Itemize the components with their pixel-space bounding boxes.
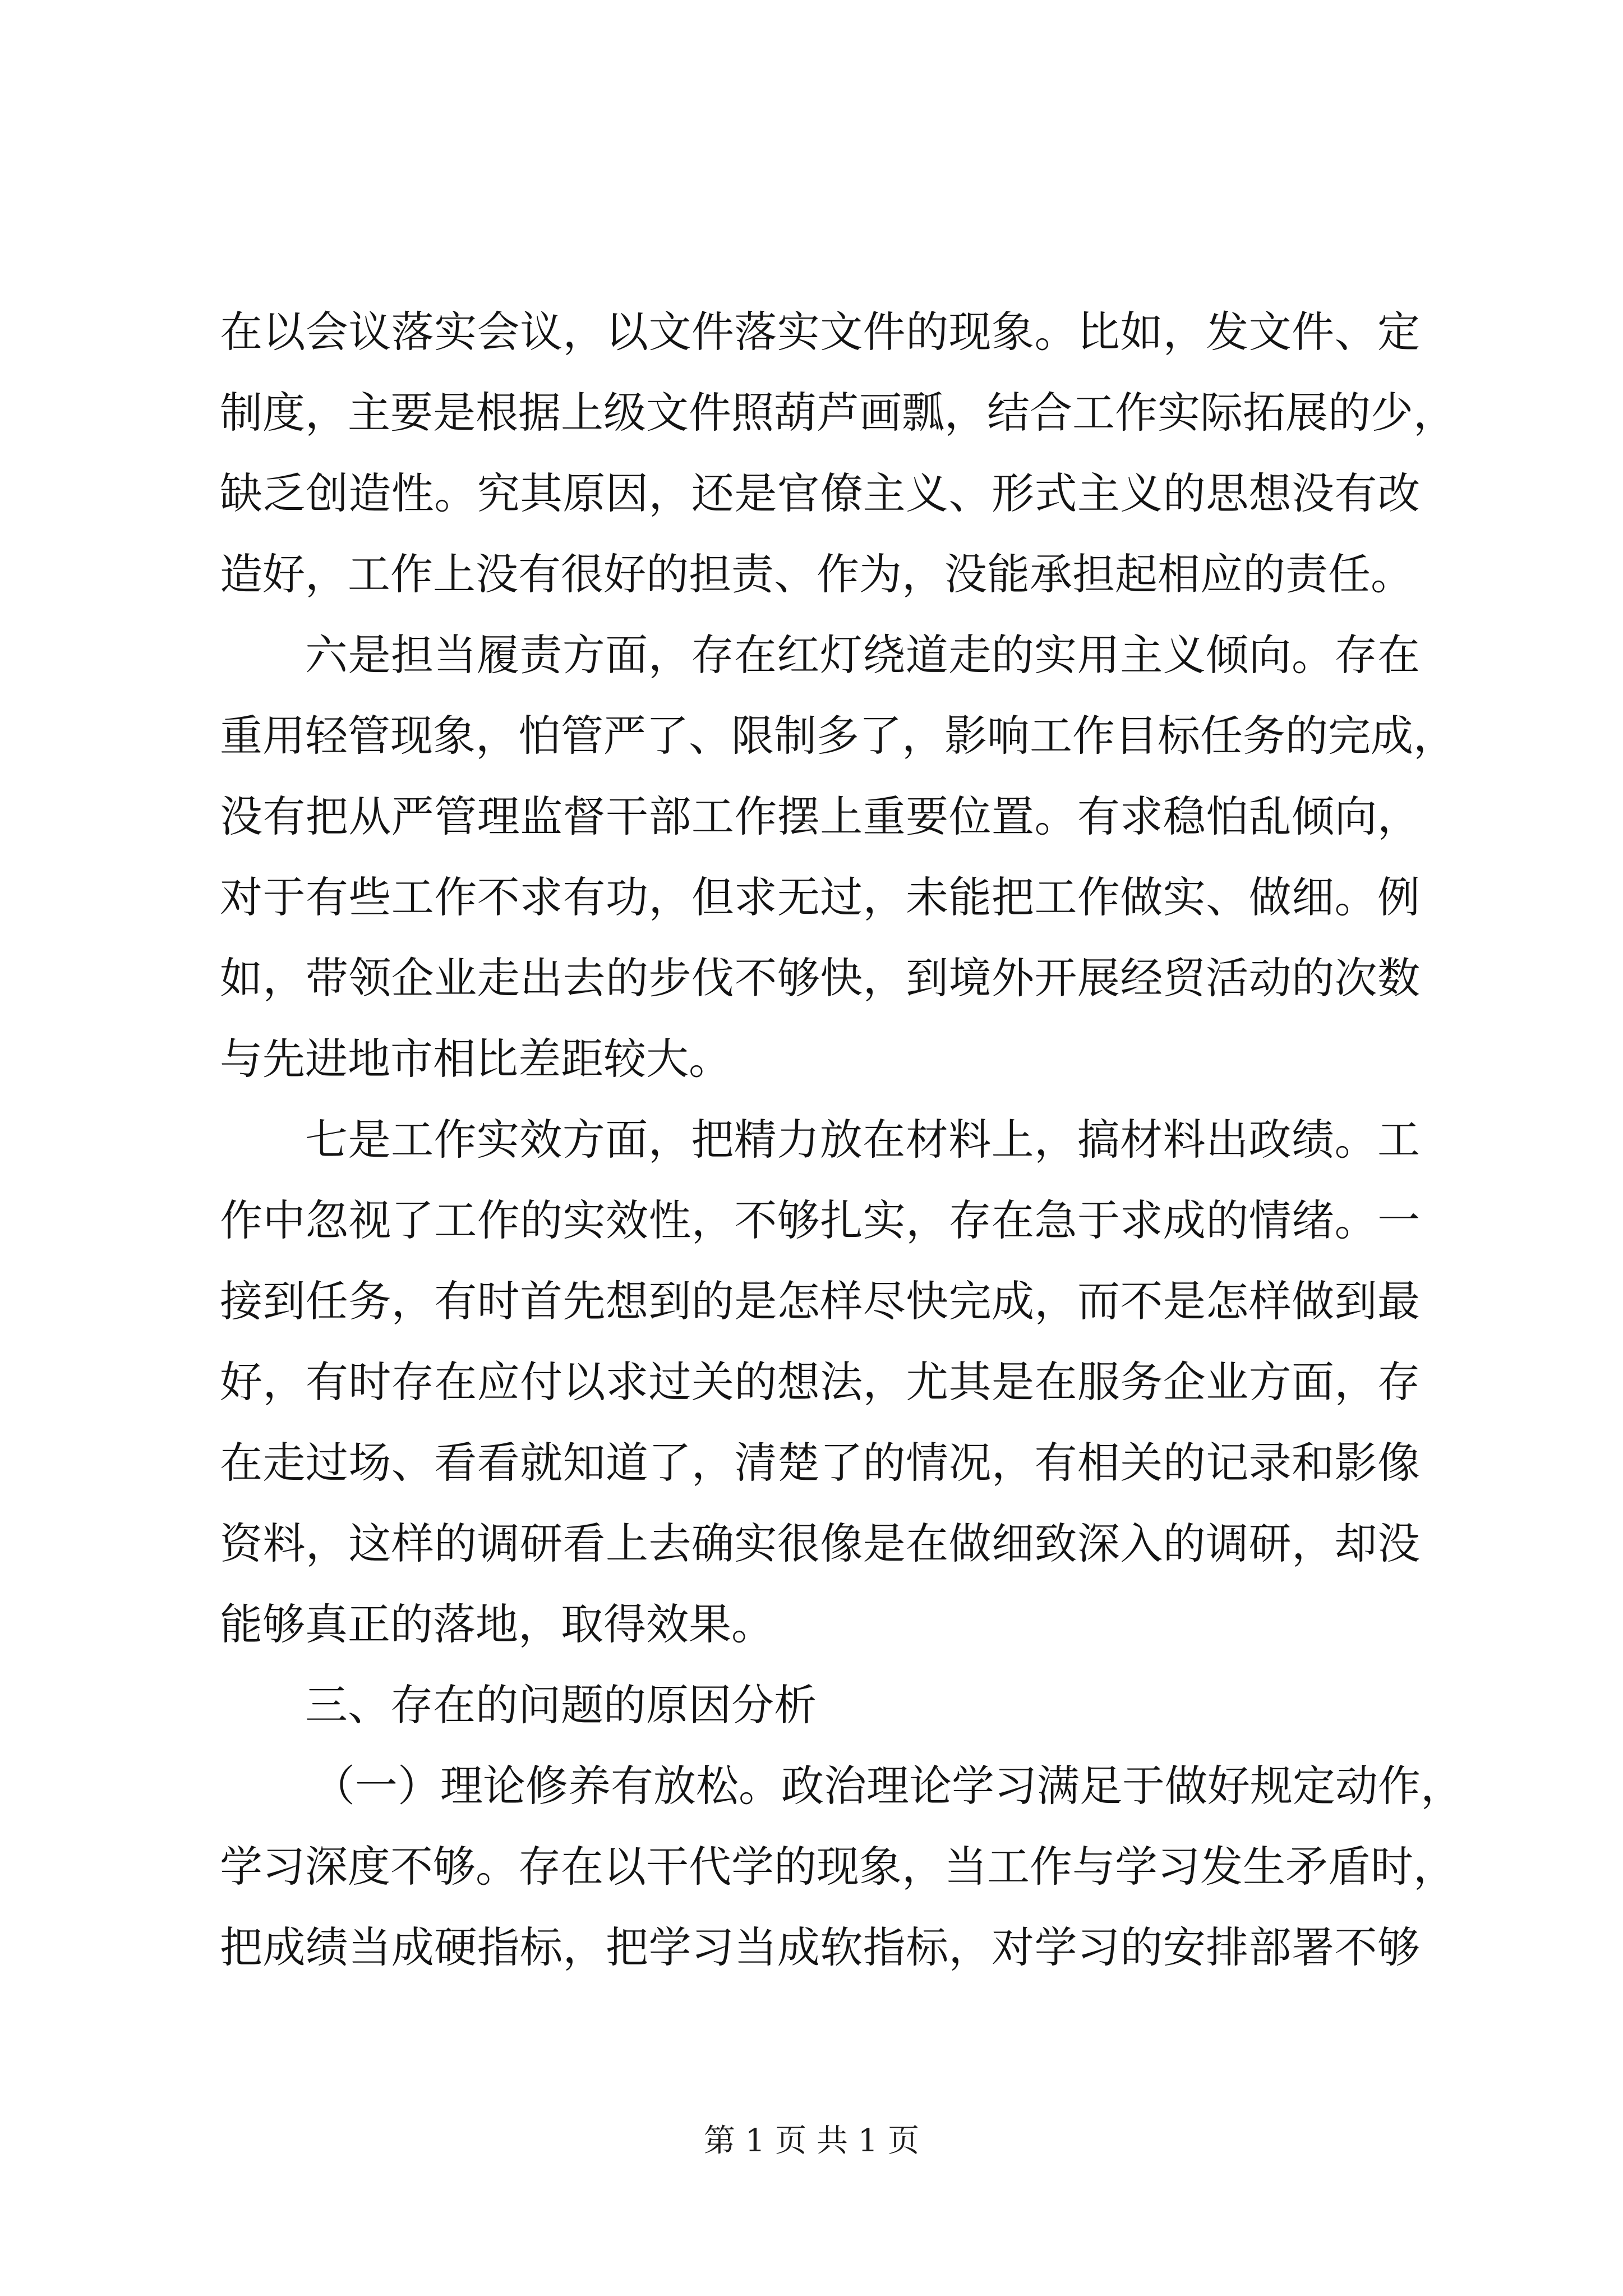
paragraph-seven-first-line: 七是工作实效方面，把精力放在材料上，搞材料出政绩。工 (305, 1115, 1420, 1165)
text-line: 与先进地市相比差距较大。 (220, 1034, 731, 1084)
text-line: 好，有时存在应付以求过关的想法，尤其是在服务企业方面，存 (220, 1357, 1420, 1407)
document-body (220, 292, 1463, 1988)
text-line: 在以会议落实会议，以文件落实文件的现象。比如，发文件、定 (220, 307, 1420, 357)
text-line: 对于有些工作不求有功，但求无过，未能把工作做实、做细。例 (220, 872, 1420, 922)
text-line: 在走过场、看看就知道了，清楚了的情况，有相关的记录和影像 (220, 1438, 1420, 1488)
text-line: 造好，工作上没有很好的担责、作为，没能承担起相应的责任。 (220, 549, 1413, 599)
text-line: 没有把从严管理监督干部工作摆上重要位置。有求稳怕乱倾向， (220, 792, 1420, 841)
subsection-one-first-line: （一）理论修养有放松。政治理论学习满足于做好规定动作， (312, 1761, 1463, 1811)
text-line: 制度，主要是根据上级文件照葫芦画瓢，结合工作实际拓展的少， (220, 388, 1456, 438)
text-line: 能够真正的落地，取得效果。 (220, 1599, 774, 1649)
text-line: 重用轻管现象，怕管严了、限制多了，影响工作目标任务的完成， (220, 711, 1456, 761)
paragraph-six-first-line: 六是担当履责方面，存在红灯绕道走的实用主义倾向。存在 (305, 630, 1420, 680)
text-line: 如，带领企业走出去的步伐不够快，到境外开展经贸活动的次数 (220, 953, 1420, 1003)
page-number-footer: 第 1 页 共 1 页 (703, 2123, 920, 2159)
section-three-heading: 三、存在的问题的原因分析 (305, 1680, 817, 1730)
text-line: 作中忽视了工作的实效性，不够扎实，存在急于求成的情绪。一 (220, 1195, 1420, 1245)
text-line: 学习深度不够。存在以干代学的现象，当工作与学习发生矛盾时， (220, 1842, 1456, 1892)
text-line: 把成绩当成硬指标，把学习当成软指标，对学习的安排部署不够 (220, 1922, 1420, 1972)
text-line: 资料，这样的调研看上去确实很像是在做细致深入的调研，却没 (220, 1519, 1420, 1568)
text-line: 接到任务，有时首先想到的是怎样尽快完成，而不是怎样做到最 (220, 1276, 1420, 1326)
text-line: 缺乏创造性。究其原因，还是官僚主义、形式主义的思想没有改 (220, 468, 1420, 518)
